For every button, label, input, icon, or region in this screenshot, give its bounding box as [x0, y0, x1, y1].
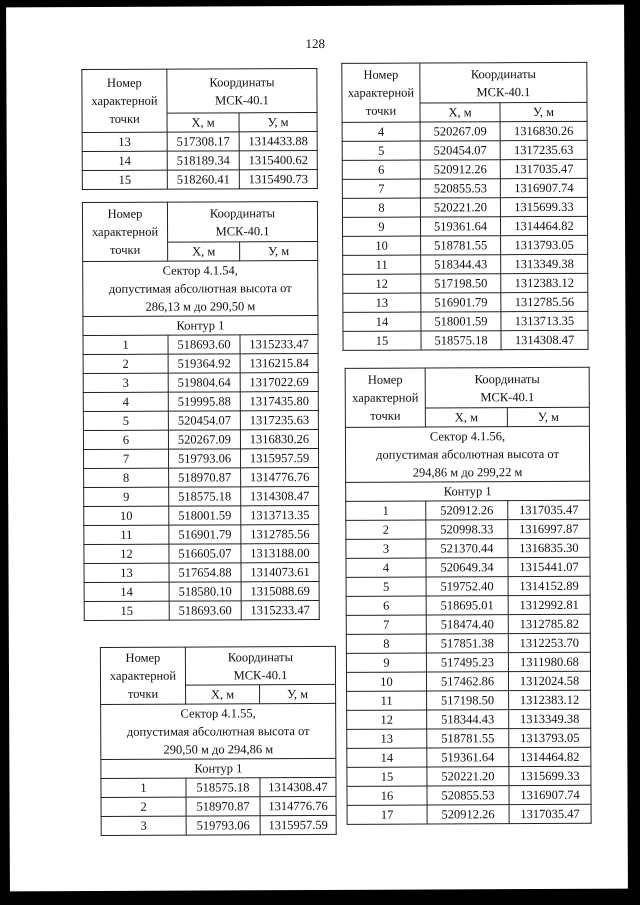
- y-coordinate-cell: 1311980.68: [508, 652, 590, 671]
- y-coordinate-cell: 1317035.47: [500, 159, 587, 178]
- y-coordinate-cell: 1313713.35: [241, 505, 319, 524]
- point-number-header: [345, 368, 425, 427]
- y-header: У, м: [239, 112, 317, 131]
- point-number-cell: 4: [346, 558, 426, 577]
- y-coordinate-cell: 1317035.47: [508, 500, 590, 519]
- coordinates-header: [167, 68, 317, 113]
- y-coordinate-cell: 1316907.74: [500, 178, 587, 197]
- header-row: [100, 646, 335, 666]
- point-number-cell: 13: [343, 293, 421, 312]
- table-row: [346, 557, 590, 577]
- point-number-cell: 14: [82, 151, 167, 170]
- x-header: Х, м: [420, 103, 500, 122]
- coordinates-header-line: Координаты: [227, 649, 294, 664]
- table-row: [346, 652, 590, 672]
- y-coordinate-cell: 1315699.33: [509, 766, 591, 785]
- x-coordinate-cell: 518189.34: [167, 151, 239, 170]
- point-number-cell: 11: [347, 691, 427, 710]
- y-coordinate-cell: 1314073.61: [241, 562, 319, 581]
- table-row: [347, 747, 591, 767]
- sector-description: [83, 260, 318, 316]
- sector-line: допустимая абсолютная высота от: [376, 446, 559, 462]
- x-coordinate-cell: 518001.59: [169, 506, 241, 525]
- point-number-header-line: Номер: [107, 206, 143, 221]
- table-row: [342, 140, 587, 160]
- header-row: [342, 62, 587, 83]
- x-coordinate-cell: 518970.87: [186, 797, 260, 816]
- point-number-cell: 10: [346, 672, 426, 691]
- coordinates-header-line: Координаты: [474, 371, 540, 386]
- point-number-cell: 7: [346, 615, 426, 634]
- y-coordinate-cell: 1317035.47: [509, 804, 591, 823]
- point-number-cell: 6: [346, 596, 426, 615]
- sector-line: 294,86 м до 299,22 м: [412, 465, 523, 480]
- table-row: [84, 600, 319, 620]
- point-number-cell: 14: [347, 748, 427, 767]
- x-coordinate-cell: 519793.06: [169, 449, 241, 468]
- point-number-cell: 2: [101, 797, 186, 816]
- table-row: [346, 576, 590, 596]
- x-coordinate-cell: 517198.50: [421, 274, 501, 293]
- point-number-cell: 17: [347, 805, 427, 824]
- point-number-header-line: точки: [109, 111, 140, 126]
- x-coordinate-cell: 520855.53: [420, 179, 500, 198]
- table-row: [101, 815, 336, 835]
- table-row: [347, 804, 591, 824]
- x-coordinate-cell: 516901.79: [421, 293, 501, 312]
- x-coordinate-cell: 517462.86: [426, 672, 508, 691]
- x-coordinate-cell: 517198.50: [427, 691, 509, 710]
- point-number-cell: 9: [342, 217, 420, 236]
- table-row: [342, 197, 587, 217]
- x-coordinate-cell: 518001.59: [421, 312, 501, 331]
- x-coordinate-cell: 519361.64: [420, 217, 500, 236]
- y-coordinate-cell: 1314776.76: [260, 796, 336, 815]
- table-row: [346, 500, 590, 520]
- y-coordinate-cell: 1312785.56: [501, 292, 588, 311]
- coords-table-5: [345, 367, 592, 825]
- x-coordinate-cell: 517851.38: [426, 634, 508, 653]
- point-number-header-line: характерной: [347, 85, 415, 100]
- sector-line: 286,13 м до 290,50 м: [145, 299, 256, 314]
- point-number-header-line: характерной: [109, 668, 177, 683]
- point-number-cell: 4: [342, 122, 420, 141]
- point-number-cell: 9: [346, 653, 426, 672]
- table-row: [83, 353, 318, 373]
- y-coordinate-cell: 1315233.47: [240, 334, 318, 353]
- y-coordinate-cell: 1313713.35: [501, 311, 588, 330]
- table-row: [346, 519, 590, 539]
- point-number-header-line: точки: [365, 103, 397, 118]
- x-coordinate-cell: 520454.07: [420, 141, 500, 160]
- point-number-cell: 4: [83, 392, 168, 411]
- y-coordinate-cell: 1313349.38: [501, 254, 588, 273]
- table-row: [83, 410, 318, 430]
- x-coordinate-cell: 519804.64: [168, 373, 240, 392]
- point-number-header-line: характерной: [91, 93, 158, 108]
- sector-line: Сектор 4.1.54,: [162, 263, 238, 278]
- table-row: [343, 292, 588, 312]
- header-row: [345, 367, 589, 388]
- coordinates-header-line: Координаты: [470, 66, 536, 81]
- coords-table-1: [81, 68, 318, 190]
- y-coordinate-cell: 1315957.59: [241, 448, 319, 467]
- point-number-header-line: точки: [370, 408, 401, 423]
- x-coordinate-cell: 520912.26: [426, 501, 508, 520]
- contour-row: [346, 481, 590, 501]
- point-number-cell: 1: [346, 501, 426, 520]
- x-coordinate-cell: 519361.64: [427, 748, 509, 767]
- table-row: [346, 614, 590, 634]
- header-row: [82, 201, 317, 222]
- x-header: Х, м: [167, 113, 239, 132]
- x-coordinate-cell: 520267.09: [420, 122, 500, 141]
- point-number-cell: 15: [84, 601, 169, 620]
- x-coordinate-cell: 519793.06: [186, 816, 260, 835]
- x-coordinate-cell: 518693.60: [169, 601, 241, 620]
- coordinates-header-line: МСК-40.1: [215, 92, 269, 107]
- x-coordinate-cell: 518575.18: [169, 487, 241, 506]
- x-coordinate-cell: 518695.01: [426, 596, 508, 615]
- table-row: [83, 372, 318, 392]
- x-coordinate-cell: 518260.41: [167, 170, 239, 189]
- y-header: У, м: [500, 102, 587, 121]
- point-number-header-line: Номер: [125, 650, 161, 665]
- point-number-cell: 8: [342, 198, 420, 217]
- table-row: [346, 671, 590, 691]
- point-number-header-line: Номер: [367, 372, 403, 387]
- x-coordinate-cell: 520912.26: [427, 805, 509, 824]
- y-coordinate-cell: 1314152.89: [508, 576, 590, 595]
- point-number-cell: 13: [347, 729, 427, 748]
- table-row: [342, 216, 587, 236]
- x-coordinate-cell: 518575.18: [186, 778, 260, 797]
- x-coordinate-cell: 520221.20: [420, 198, 500, 217]
- y-coordinate-cell: 1314308.47: [260, 777, 336, 796]
- table-row: [84, 562, 319, 582]
- point-number-cell: 3: [346, 539, 426, 558]
- x-header: Х, м: [425, 408, 507, 427]
- y-coordinate-cell: 1314308.47: [241, 486, 319, 505]
- y-coordinate-cell: 1313793.05: [501, 235, 588, 254]
- table-row: [343, 311, 588, 331]
- x-coordinate-cell: 517654.88: [169, 563, 241, 582]
- document-page: [6, 5, 628, 892]
- y-coordinate-cell: 1315400.62: [239, 150, 317, 169]
- x-coordinate-cell: 519995.88: [168, 392, 240, 411]
- y-coordinate-cell: 1315233.47: [241, 600, 319, 619]
- table-row: [84, 543, 319, 563]
- y-coordinate-cell: 1314433.88: [239, 131, 317, 150]
- table-row: [84, 467, 319, 487]
- point-number-cell: 5: [83, 411, 168, 430]
- x-coordinate-cell: 519364.92: [168, 354, 240, 373]
- point-number-header: [100, 647, 185, 704]
- contour-row: [83, 315, 318, 335]
- y-header: У, м: [507, 407, 589, 426]
- point-number-header: [82, 69, 167, 132]
- y-coordinate-cell: 1313188.00: [241, 543, 319, 562]
- x-header: Х, м: [168, 242, 240, 261]
- point-number-cell: 13: [84, 563, 169, 582]
- point-number-header-line: характерной: [352, 390, 419, 405]
- table-row: [342, 121, 587, 141]
- point-number-cell: 6: [342, 160, 420, 179]
- point-number-cell: 11: [343, 255, 421, 274]
- x-header: Х, м: [186, 685, 260, 704]
- y-coordinate-cell: 1312383.12: [501, 273, 588, 292]
- x-coordinate-cell: 520998.33: [426, 520, 508, 539]
- y-coordinate-cell: 1315088.69: [241, 581, 319, 600]
- table-row: [101, 777, 336, 797]
- y-coordinate-cell: 1315957.59: [260, 815, 336, 834]
- x-coordinate-cell: 520221.20: [427, 767, 509, 786]
- table-row: [343, 330, 588, 350]
- coordinates-header: [420, 62, 587, 103]
- point-number-cell: 12: [84, 544, 169, 563]
- table-row: [342, 159, 587, 179]
- point-number-cell: 12: [343, 274, 421, 293]
- y-header: У, м: [260, 684, 336, 703]
- point-number-cell: 15: [347, 767, 427, 786]
- point-number-cell: 14: [343, 312, 421, 331]
- x-coordinate-cell: 520649.34: [426, 558, 508, 577]
- y-coordinate-cell: 1317022.69: [240, 372, 318, 391]
- y-coordinate-cell: 1317435.80: [240, 391, 318, 410]
- sector-line: 290,50 м до 294,86 м: [163, 742, 274, 757]
- table-row: [82, 150, 317, 170]
- sector-description: [101, 703, 336, 759]
- y-coordinate-cell: 1312785.82: [508, 614, 590, 633]
- y-coordinate-cell: 1315441.07: [508, 557, 590, 576]
- point-number-cell: 12: [347, 710, 427, 729]
- x-coordinate-cell: 518474.40: [426, 615, 508, 634]
- table-row: [84, 524, 319, 544]
- point-number-cell: 8: [84, 468, 169, 487]
- x-coordinate-cell: 518344.43: [427, 710, 509, 729]
- table-row: [342, 178, 587, 198]
- y-coordinate-cell: 1316997.87: [508, 519, 590, 538]
- x-coordinate-cell: 517495.23: [426, 653, 508, 672]
- y-coordinate-cell: 1312992.81: [508, 595, 590, 614]
- y-coordinate-cell: 1312024.58: [508, 671, 590, 690]
- point-number-cell: 15: [343, 331, 421, 350]
- y-coordinate-cell: 1313793.05: [509, 728, 591, 747]
- y-coordinate-cell: 1316215.84: [240, 353, 318, 372]
- point-number-cell: 15: [82, 170, 167, 189]
- coordinates-header-line: МСК-40.1: [480, 389, 535, 404]
- table-row: [343, 254, 588, 274]
- table-row: [346, 595, 590, 615]
- y-coordinate-cell: 1316830.26: [240, 429, 318, 448]
- coordinates-header-line: Координаты: [209, 74, 275, 89]
- sector-line: допустимая абсолютная высота от: [108, 281, 292, 296]
- point-number-header-line: точки: [109, 242, 141, 257]
- x-coordinate-cell: 516605.07: [169, 544, 241, 563]
- x-coordinate-cell: 518781.55: [421, 236, 501, 255]
- point-number-cell: 11: [84, 525, 169, 544]
- x-coordinate-cell: 518781.55: [427, 729, 509, 748]
- coordinates-header: [167, 201, 317, 242]
- y-coordinate-cell: 1313349.38: [509, 709, 591, 728]
- x-coordinate-cell: 519752.40: [426, 577, 508, 596]
- table-row: [343, 235, 588, 255]
- point-number-cell: 16: [347, 786, 427, 805]
- point-number-cell: 3: [101, 816, 186, 835]
- contour-row: [101, 758, 336, 778]
- point-number-cell: 1: [101, 778, 186, 797]
- table-row: [346, 538, 590, 558]
- table-row: [346, 633, 590, 653]
- table-row: [347, 690, 591, 710]
- x-coordinate-cell: 520912.26: [420, 160, 500, 179]
- contour-label: Контур 1: [83, 315, 318, 335]
- sector-row: [345, 426, 589, 482]
- sector-line: Сектор 4.1.55,: [180, 706, 256, 721]
- point-number-header-line: характерной: [91, 224, 159, 239]
- page-number: 128: [305, 35, 326, 52]
- point-number-cell: 6: [83, 430, 168, 449]
- table-row: [84, 486, 319, 506]
- contour-label: Контур 1: [101, 758, 336, 778]
- table-row: [347, 709, 591, 729]
- x-coordinate-cell: 521370.44: [426, 539, 508, 558]
- sector-row: [83, 260, 318, 316]
- point-number-header: [342, 63, 420, 122]
- point-number-cell: 5: [342, 141, 420, 160]
- x-coordinate-cell: 516901.79: [169, 525, 241, 544]
- sector-line: Сектор 4.1.56,: [429, 429, 506, 444]
- point-number-cell: 9: [84, 487, 169, 506]
- table-row: [84, 505, 319, 525]
- point-number-cell: 7: [342, 179, 420, 198]
- x-coordinate-cell: 518580.10: [169, 582, 241, 601]
- point-number-cell: 13: [82, 132, 167, 151]
- y-coordinate-cell: 1315490.73: [239, 169, 317, 188]
- point-number-header: [82, 202, 167, 261]
- y-coordinate-cell: 1315699.33: [500, 197, 587, 216]
- point-number-cell: 3: [83, 373, 168, 392]
- y-coordinate-cell: 1317235.63: [500, 140, 587, 159]
- y-coordinate-cell: 1312785.56: [241, 524, 319, 543]
- point-number-cell: 5: [346, 577, 426, 596]
- y-coordinate-cell: 1314308.47: [501, 330, 588, 349]
- x-coordinate-cell: 518575.18: [421, 331, 501, 350]
- point-number-cell: 10: [84, 506, 169, 525]
- y-coordinate-cell: 1317235.63: [240, 410, 318, 429]
- table-row: [83, 334, 318, 354]
- y-coordinate-cell: 1314776.76: [241, 467, 319, 486]
- contour-label: Контур 1: [346, 481, 590, 501]
- coords-table-4: [341, 62, 588, 351]
- table-row: [82, 131, 317, 151]
- point-number-cell: 2: [83, 354, 168, 373]
- table-row: [83, 391, 318, 411]
- x-coordinate-cell: 518970.87: [169, 468, 241, 487]
- y-coordinate-cell: 1312253.70: [508, 633, 590, 652]
- y-header: У, м: [240, 241, 318, 260]
- coordinates-header: [185, 646, 335, 685]
- point-number-cell: 10: [343, 236, 421, 255]
- table-row: [84, 581, 319, 601]
- table-row: [347, 766, 591, 786]
- y-coordinate-cell: 1316835.30: [508, 538, 590, 557]
- y-coordinate-cell: 1314464.82: [500, 216, 587, 235]
- y-coordinate-cell: 1314464.82: [509, 747, 591, 766]
- point-number-cell: 8: [346, 634, 426, 653]
- x-coordinate-cell: 520855.53: [427, 786, 509, 805]
- point-number-header-line: точки: [127, 686, 159, 701]
- x-coordinate-cell: 520454.07: [168, 411, 240, 430]
- x-coordinate-cell: 518344.43: [421, 255, 501, 274]
- coordinates-header-line: Координаты: [209, 205, 276, 220]
- point-number-cell: 14: [84, 582, 169, 601]
- coordinates-header-line: МСК-40.1: [215, 223, 270, 238]
- table-row: [347, 785, 591, 805]
- sector-row: [101, 703, 336, 759]
- y-coordinate-cell: 1316830.26: [500, 121, 587, 140]
- coords-table-3: [100, 646, 337, 836]
- table-row: [84, 448, 319, 468]
- point-number-cell: 2: [346, 520, 426, 539]
- y-coordinate-cell: 1312383.12: [509, 690, 591, 709]
- coordinates-header: [425, 367, 589, 408]
- x-coordinate-cell: 517308.17: [167, 132, 239, 151]
- table-row: [82, 169, 317, 189]
- sector-description: [345, 426, 589, 482]
- x-coordinate-cell: 518693.60: [168, 335, 240, 354]
- point-number-header-line: Номер: [106, 75, 142, 90]
- table-row: [101, 796, 336, 816]
- table-row: [343, 273, 588, 293]
- coords-table-2: [82, 201, 320, 621]
- table-row: [347, 728, 591, 748]
- point-number-header-line: Номер: [363, 67, 399, 82]
- sector-line: допустимая абсолютная высота от: [126, 724, 310, 739]
- header-row: [82, 68, 317, 91]
- point-number-cell: 1: [83, 335, 168, 354]
- point-number-cell: 7: [84, 449, 169, 468]
- coordinates-header-line: МСК-40.1: [233, 667, 288, 682]
- y-coordinate-cell: 1316907.74: [509, 785, 591, 804]
- table-row: [83, 429, 318, 449]
- coordinates-header-line: МСК-40.1: [476, 84, 531, 99]
- x-coordinate-cell: 520267.09: [168, 430, 240, 449]
